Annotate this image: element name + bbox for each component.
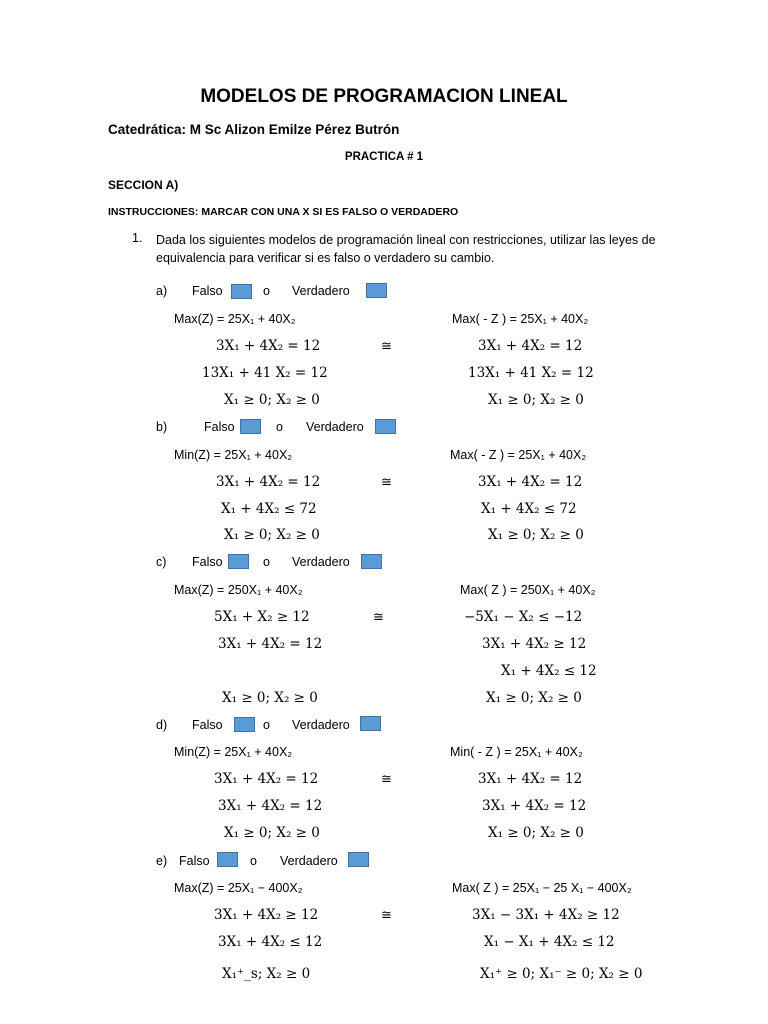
right-objective: Max( - Z ) = 25X₁ + 40X₂ <box>450 448 587 462</box>
right-constraint: 13X₁ + 41 X₂ = 12 <box>468 365 594 381</box>
right-objective: Max( Z ) = 250X₁ + 40X₂ <box>460 583 596 597</box>
falso-label: Falso <box>179 854 210 868</box>
falso-checkbox[interactable] <box>240 419 261 434</box>
right-objective: Min( - Z ) = 25X₁ + 40X₂ <box>450 745 583 759</box>
section-heading: SECCION A) <box>108 178 179 192</box>
right-constraint: −5X₁ − X₂ ≤ −12 <box>464 609 583 625</box>
left-constraint: 3X₁ + 4X₂ = 12 <box>218 636 323 652</box>
lecturer-line: Catedrática: M Sc Alizon Emilze Pérez Butrón <box>108 122 400 137</box>
right-objective: Max( Z ) = 25X₁ − 25 X₁ − 400X₂ <box>452 881 632 895</box>
falso-label: Falso <box>204 420 235 434</box>
or-label: o <box>263 718 270 732</box>
right-nonnegativity: X₁ ≥ 0; X₂ ≥ 0 <box>486 690 582 706</box>
right-constraint: 3X₁ + 4X₂ ≥ 12 <box>482 636 587 652</box>
right-constraint: X₁ + 4X₂ ≤ 72 <box>481 501 577 517</box>
verdadero-label: Verdadero <box>280 854 338 868</box>
left-objective: Max(Z) = 25X₁ − 400X₂ <box>174 881 303 895</box>
falso-checkbox[interactable] <box>234 717 255 732</box>
verdadero-label: Verdadero <box>292 555 350 569</box>
equivalence-symbol: ≅ <box>381 772 392 787</box>
equivalence-symbol: ≅ <box>381 908 392 923</box>
equivalence-symbol: ≅ <box>373 610 384 625</box>
verdadero-label: Verdadero <box>292 284 350 298</box>
left-objective: Min(Z) = 25X₁ + 40X₂ <box>174 448 293 462</box>
left-objective: Max(Z) = 250X₁ + 40X₂ <box>174 583 303 597</box>
falso-checkbox[interactable] <box>217 852 238 867</box>
right-nonnegativity: X₁ ≥ 0; X₂ ≥ 0 <box>488 392 584 408</box>
left-nonnegativity: X₁ ≥ 0; X₂ ≥ 0 <box>222 690 318 706</box>
left-nonnegativity: X₁ ≥ 0; X₂ ≥ 0 <box>224 825 320 841</box>
right-nonnegativity: X₁⁺ ≥ 0; X₁⁻ ≥ 0; X₂ ≥ 0 <box>480 966 643 982</box>
verdadero-label: Verdadero <box>306 420 364 434</box>
left-constraint: 3X₁ + 4X₂ ≤ 12 <box>218 934 323 950</box>
left-constraint: X₁ + 4X₂ ≤ 72 <box>221 501 317 517</box>
left-constraint: 3X₁ + 4X₂ = 12 <box>218 798 323 814</box>
left-constraint: 3X₁ + 4X₂ ≥ 12 <box>214 907 319 923</box>
right-objective: Max( - Z ) = 25X₁ + 40X₂ <box>452 312 589 326</box>
falso-checkbox[interactable] <box>228 554 249 569</box>
part-letter: c) <box>156 555 167 569</box>
falso-label: Falso <box>192 555 223 569</box>
verdadero-checkbox[interactable] <box>366 283 387 298</box>
right-constraint: 3X₁ + 4X₂ = 12 <box>478 771 583 787</box>
equivalence-symbol: ≅ <box>381 475 392 490</box>
part-letter: e) <box>156 854 168 868</box>
right-constraint: X₁ + 4X₂ ≤ 12 <box>501 663 597 679</box>
right-constraint: X₁ − X₁ + 4X₂ ≤ 12 <box>484 934 615 950</box>
verdadero-checkbox[interactable] <box>361 554 382 569</box>
right-constraint: 3X₁ + 4X₂ = 12 <box>482 798 587 814</box>
practice-number: PRACTICA # 1 <box>344 151 424 163</box>
left-objective: Max(Z) = 25X₁ + 40X₂ <box>174 312 296 326</box>
instructions: INSTRUCCIONES: MARCAR CON UNA X SI ES FALSO O VERDADERO <box>108 206 459 218</box>
right-nonnegativity: X₁ ≥ 0; X₂ ≥ 0 <box>488 825 584 841</box>
or-label: o <box>250 854 257 868</box>
document-title: MODELOS DE PROGRAMACION LINEAL <box>200 86 568 107</box>
or-label: o <box>263 284 270 298</box>
right-constraint: 3X₁ + 4X₂ = 12 <box>478 474 583 490</box>
left-constraint: 3X₁ + 4X₂ = 12 <box>216 338 321 354</box>
right-constraint: 3X₁ − 3X₁ + 4X₂ ≥ 12 <box>472 907 620 923</box>
or-label: o <box>276 420 283 434</box>
right-constraint: 3X₁ + 4X₂ = 12 <box>478 338 583 354</box>
verdadero-checkbox[interactable] <box>375 419 396 434</box>
left-nonnegativity: X₁ ≥ 0; X₂ ≥ 0 <box>224 392 320 408</box>
falso-checkbox[interactable] <box>231 284 252 299</box>
part-letter: b) <box>156 420 168 434</box>
left-objective: Min(Z) = 25X₁ + 40X₂ <box>174 745 293 759</box>
verdadero-label: Verdadero <box>292 718 350 732</box>
question-number: 1. <box>132 231 143 245</box>
falso-label: Falso <box>192 284 223 298</box>
question-text: Dada los siguientes modelos de programación lineal con restricciones, utilizar las leyes de equivalencia para verificar si es falso o verdadero su cambio. <box>156 233 656 265</box>
left-constraint: 3X₁ + 4X₂ = 12 <box>214 771 319 787</box>
falso-label: Falso <box>192 718 223 732</box>
part-letter: a) <box>156 284 168 298</box>
verdadero-checkbox[interactable] <box>348 852 369 867</box>
left-nonnegativity: X₁ ≥ 0; X₂ ≥ 0 <box>224 527 320 543</box>
part-letter: d) <box>156 718 168 732</box>
right-nonnegativity: X₁ ≥ 0; X₂ ≥ 0 <box>488 527 584 543</box>
left-constraint: 3X₁ + 4X₂ = 12 <box>216 474 321 490</box>
verdadero-checkbox[interactable] <box>360 716 381 731</box>
equivalence-symbol: ≅ <box>381 339 392 354</box>
left-constraint: 13X₁ + 41 X₂ = 12 <box>202 365 328 381</box>
left-nonnegativity: X₁⁺_s; X₂ ≥ 0 <box>222 966 311 982</box>
or-label: o <box>263 555 270 569</box>
left-constraint: 5X₁ + X₂ ≥ 12 <box>214 609 310 625</box>
